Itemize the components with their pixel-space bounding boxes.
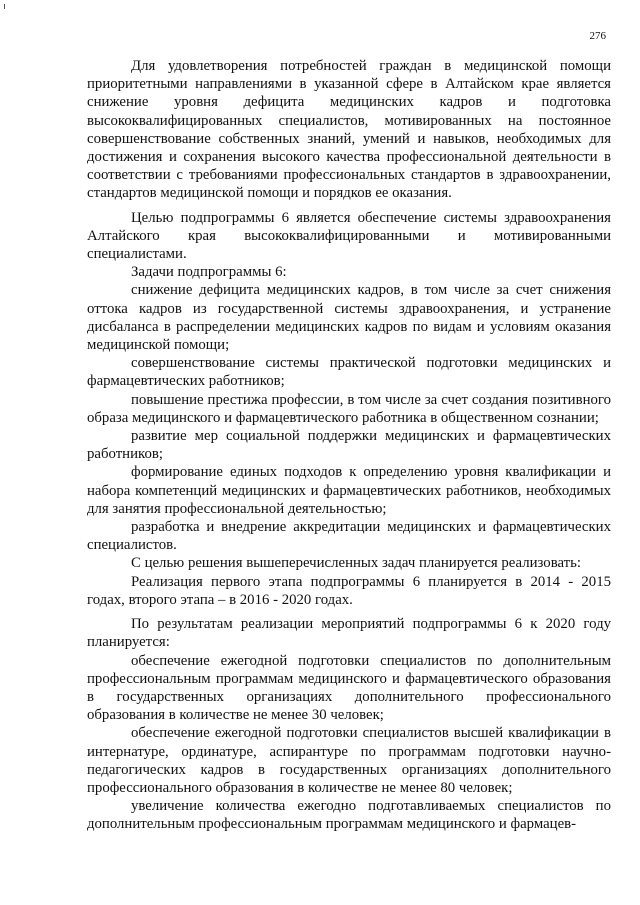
paragraph-task-2: совершенствование системы практической подготовки медицинских и фармацевтических работников; [87, 355, 611, 390]
paragraph-stages: Реализация первого этапа подпрограммы 6 планируется в 2014 - 2015 годах, второго этапа – в 2016 - 2020 годах. [87, 573, 611, 608]
scan-mark [4, 4, 5, 9]
paragraph-tasks-heading: Задачи подпрограммы 6: [131, 264, 287, 281]
paragraph-task-1: снижение дефицита медицинских кадров, в том числе за счет снижения оттока кадров из государственной системы здравоохранения, и устранение дисбаланса в распределении медицинских кадров по видам и условиям оказания медицинской помощи; [87, 282, 611, 354]
paragraph-task-5: формирование единых подходов к определению уровня квалификации и набора компетенций медицинских и фармацевтических работников, необходимых для занятия профессиональной деятельностью; [87, 464, 611, 517]
paragraph-goal: Целью подпрограммы 6 является обеспечение системы здравоохранения Алтайского края высококвалифицированными и мотивированными специалистами. [87, 209, 611, 263]
paragraph-result-2: обеспечение ежегодной подготовки специалистов высшей квалификации в интернатуре, ординатуре, аспирантуре по программам подготовки научно-педагогических кадров в государственных организациях дополнительного профессионального образования в количестве не менее 80 человек; [87, 725, 611, 796]
paragraph-task-3: повышение престижа профессии, в том числе за счет создания позитивного образа медицинского и фармацевтического работника в общественном сознании; [87, 391, 611, 426]
body-text [87, 57, 611, 834]
paragraph-results-heading: По результатам реализации мероприятий подпрограммы 6 к 2020 году планируется: [87, 616, 611, 651]
paragraph-intro: Для удовлетворения потребностей граждан в медицинской помощи приоритетными направлениями в указанной сфере в Алтайском крае является снижение уровня дефицита медицинских кадров и подготовка высококвалифицированных специалистов, мотивированных на постоянное совершенствование собственных знаний, умений и навыков, необходимых для достижения и сохранения высокого качества профессиональной деятельности в соответствии с требованиями профессиональных стандартов в здравоохранении, стандартов медицинской помощи и порядков ее оказания. [87, 58, 611, 202]
paragraph-task-6: разработка и внедрение аккредитации медицинских и фармацевтических специалистов. [87, 519, 611, 554]
page-number: 276 [589, 30, 606, 42]
paragraph-planned: С целью решения вышеперечисленных задач планируется реализовать: [131, 555, 582, 572]
paragraph-result-1: обеспечение ежегодной подготовки специалистов по дополнительным профессиональным программам медицинского и фармацевтического образования в государственных организациях дополнительного профессионального образования в количестве не менее 30 человек; [87, 652, 611, 724]
paragraph-result-3: увеличение количества ежегодно подготавливаемых специалистов по дополнительным профессиональным программам медицинского и фармацев- [87, 798, 611, 833]
paragraph-task-4: развитие мер социальной поддержки медицинских и фармацевтических работников; [87, 428, 611, 463]
